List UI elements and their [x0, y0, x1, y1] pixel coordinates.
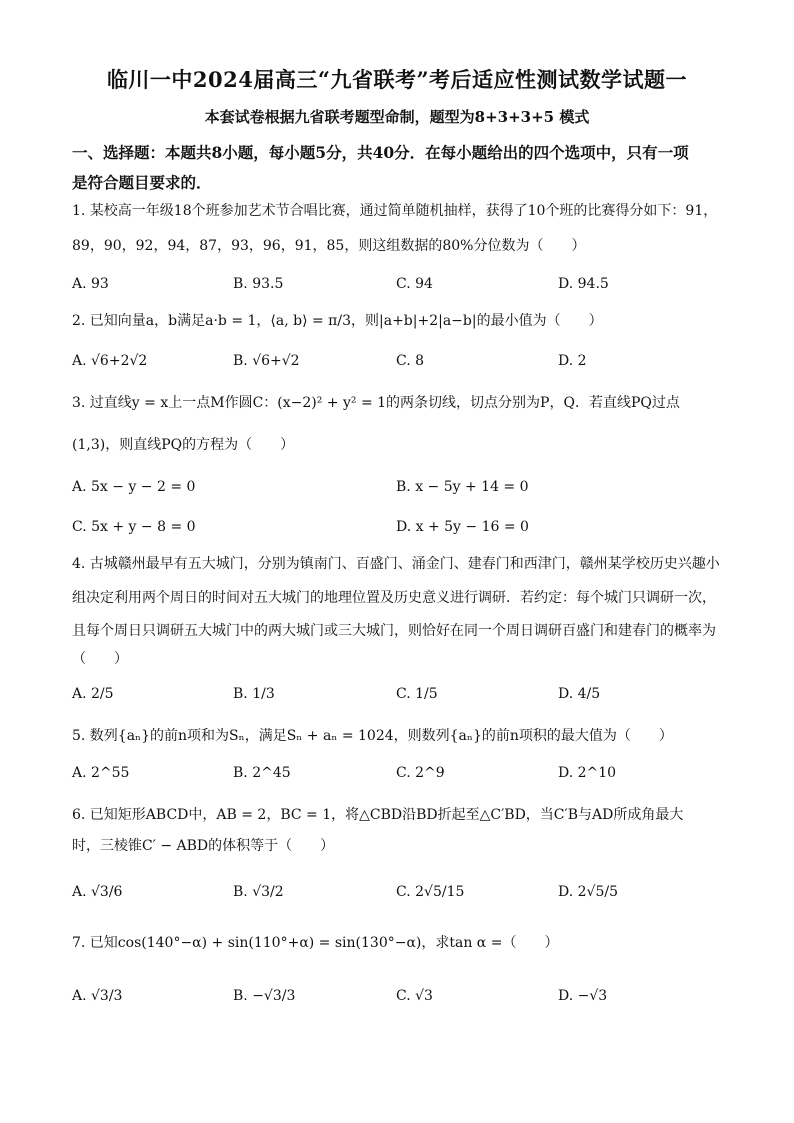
- q6-option-b: B. √3/2: [233, 884, 284, 900]
- q4-option-a: A. 2/5: [72, 686, 114, 702]
- q2-option-d: D. 2: [558, 353, 587, 369]
- q3-stem-line-1: 3. 过直线y = x上一点M作圆C：(x−2)² + y² = 1的两条切线，切点分别为P，Q．若直线PQ过点: [72, 395, 680, 411]
- q3-option-a: A. 5x − y − 2 = 0: [72, 479, 196, 495]
- q7-option-c: C. √3: [396, 988, 433, 1004]
- q6-option-a: A. √3/6: [72, 884, 123, 900]
- q2-option-a: A. √6+2√2: [72, 353, 148, 369]
- q4-option-b: B. 1/3: [233, 686, 275, 702]
- q3-option-b: B. x − 5y + 14 = 0: [396, 479, 529, 495]
- q4-option-c: C. 1/5: [396, 686, 438, 702]
- q4-stem-line-3: 且每个周日只调研五大城门中的两大城门或三大城门，则恰好在同一个周日调研百盛门和建春门的概率为: [72, 623, 716, 639]
- q5-option-c: C. 2^9: [396, 765, 445, 781]
- q1-stem-line-2: 89，90，92，94，87，93，96，91，85，则这组数据的80%分位数为（ ）: [72, 238, 586, 254]
- q3-option-c: C. 5x + y − 8 = 0: [72, 519, 196, 535]
- q6-stem-line-1: 6. 已知矩形ABCD中，AB = 2，BC = 1，将△CBD沿BD折起至△C′BD，当C′B与AD所成角最大: [72, 807, 684, 823]
- q6-option-c: C. 2√5/15: [396, 884, 465, 900]
- q4-stem-line-1: 4. 古城赣州最早有五大城门，分别为镇南门、百盛门、涌金门、建春门和西津门，赣州某学校历史兴趣小: [72, 556, 720, 572]
- q1-option-d: D. 94.5: [558, 276, 609, 292]
- q3-option-d: D. x + 5y − 16 = 0: [396, 519, 529, 535]
- section-heading-line-2: 是符合题目要求的．: [72, 173, 212, 192]
- q7-stem: 7. 已知cos(140°−α) + sin(110°+α) = sin(130°−α)，求tan α =（ ）: [72, 935, 559, 951]
- q5-stem: 5. 数列{aₙ}的前n项和为Sₙ，满足Sₙ + aₙ = 1024，则数列{aₙ}的前n项积的最大值为（ ）: [72, 728, 673, 744]
- q5-option-a: A. 2^55: [72, 765, 130, 781]
- q1-option-c: C. 94: [396, 276, 433, 292]
- q1-stem-line-1: 1. 某校高一年级18个班参加艺术节合唱比赛，通过简单随机抽样，获得了10个班的比赛得分如下：91，: [72, 203, 718, 219]
- page-title: 临川一中2024届高三“九省联考”考后适应性测试数学试题一: [106, 67, 688, 92]
- q5-option-b: B. 2^45: [233, 765, 291, 781]
- q7-option-b: B. −√3/3: [233, 988, 296, 1004]
- q1-option-b: B. 93.5: [233, 276, 284, 292]
- q2-stem: 2. 已知向量a，b满足a·b = 1，⟨a, b⟩ = π/3，则|a+b|+2|a−b|的最小值为（ ）: [72, 313, 603, 329]
- section-heading-line-1: 一、选择题：本题共8小题，每小题5分，共40分．在每小题给出的四个选项中，只有一项: [72, 143, 689, 162]
- page-subtitle: 本套试卷根据九省联考题型命制，题型为8+3+3+5 模式: [204, 108, 590, 126]
- q4-option-d: D. 4/5: [558, 686, 601, 702]
- q4-stem-line-4: （ ）: [72, 651, 128, 667]
- q6-option-d: D. 2√5/5: [558, 884, 618, 900]
- q2-option-c: C. 8: [396, 353, 425, 369]
- q7-option-d: D. −√3: [558, 988, 608, 1004]
- q3-stem-line-2: (1,3)，则直线PQ的方程为（ ）: [72, 437, 295, 453]
- q6-stem-line-2: 时，三棱锥C′ − ABD的体积等于（ ）: [72, 838, 335, 854]
- q4-stem-line-2: 组决定利用两个周日的时间对五大城门的地理位置及历史意义进行调研．若约定：每个城门只调研一次，: [72, 590, 716, 606]
- q2-option-b: B. √6+√2: [233, 353, 300, 369]
- q5-option-d: D. 2^10: [558, 765, 617, 781]
- q7-option-a: A. √3/3: [72, 988, 123, 1004]
- q1-option-a: A. 93: [72, 276, 109, 292]
